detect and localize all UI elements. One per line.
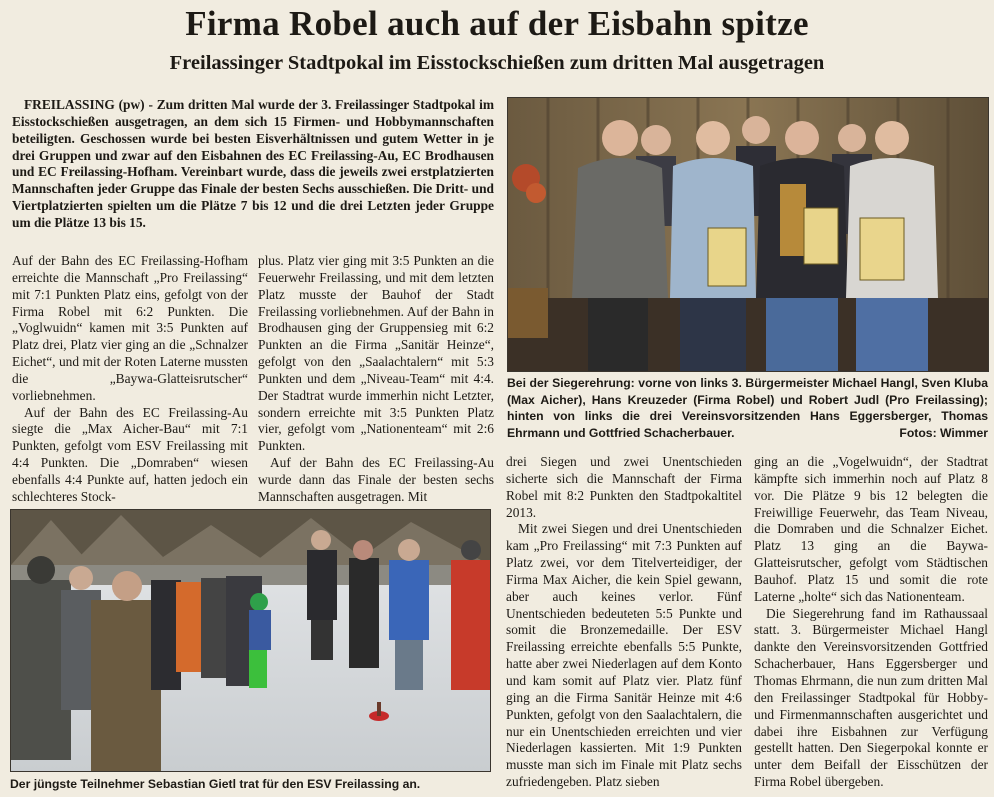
award-ceremony-caption — [507, 375, 988, 441]
paragraph: ging an die „Vogelwuidn“, der Stadtrat kämpfte sich immerhin noch auf Platz 8 vor. Die Plätze 9 bis 12 belegten die Freiwillige Feuerwehr, das Team Niveau, die Domraben und die Schnalzer Eichet. Platz 13 ging an die Baywa-Glatteisrutscher, gefolgt vom Städtischen Bauhof. Platz 15 und somit die rote Laterne „holte“ sich das Nationenteam. — [754, 454, 988, 604]
paragraph: drei Siegen und zwei Unentschieden sicherte sich die Mannschaft der Firma Robel mit 8:2 Punkten den Stadtpokaltitel 2013. — [506, 454, 742, 520]
paragraph: Auf der Bahn des EC Freilassing-Au siegte die „Max Aicher-Bau“ mit 7:1 Punkten, gefolgt vom ESV Freilassing mit 4:4 Punkten. Die „Domraben“ wiesen ebenfalls 4:4 Punkte auf, hatten jedoch ein schlechteres Stock- — [12, 404, 248, 504]
ice-stock-photo — [10, 509, 491, 772]
paragraph: Auf der Bahn des EC Freilassing-Hofham erreichte die Mannschaft „Pro Freilassing“ mit 7:1 Punkten Platz eins, gefolgt von der Firma Robel mit 6:2 Punkten. Die „Voglwuidn“ kamen mit 3:5 Punkten auf Platz drei, Platz vier ging an die „Schnalzer Eichet“, und mit der Roten Laterne mussten die „Baywa-Glatteisrutscher“ vorliebnehmen. — [12, 253, 248, 403]
headline: Firma Robel auch auf der Eisbahn spitze — [185, 4, 809, 43]
award-ceremony-image — [508, 98, 988, 371]
paragraph: Die Siegerehrung fand im Rathaussaal statt. 3. Bürgermeister Michael Hangl dankte den Vereinsvorsitzenden Gottfried Schacherbauer, Hans Eggersberger und Thomas Ehrmann, die nun zum dritten Mal den Freilassinger Stadtpokal für Hobby- und Firmenmannschaften ausgerichtet und dabei ihre Eisbahnen zur Verfügung gestellt hatten. Den Siegerpokal konnte er unter dem Beifall der Eisschützen der Firma Robel übergeben. — [754, 605, 988, 790]
subheadline: Freilassinger Stadtpokal im Eisstockschießen zum dritten Mal ausgetragen — [169, 52, 825, 74]
caption-text: Bei der Siegerehrung: vorne von links 3. Bürgermeister Michael Hangl, Sven Kluba (Max Aicher), Hans Kreuzeder (Firma Robel) und Robert Judl (Pro Freilassing); hinten von links die drei Vereinsvorsitzenden Hans Eggersberger, Thomas Ehrmann und Gottfried Schacherbauer. — [507, 376, 988, 440]
lead-text: - Zum dritten Mal wurde der 3. Freilassinger Stadtpokal im Eisstockschießen ausgetragen, an dem sich 15 Firmen- und Hobbymannschaften beteiligten. Geschossen wurde bei besten Eisverhältnissen und gutem Wetter in je drei Gruppen und zwar auf den Eisbahnen des EC Freilassing-Au, EC Brodhausen und EC Freilassing-Hofham. Vereinbart wurde, dass die jeweils zwei erstplatzierten Mannschaften jeder Gruppe das Finale der besten Sechs ausschießen. Die Dritt- und Viertplatzierten spielten um die Plätze 7 bis 12 und die drei Letzten jeder Gruppe um die Plätze 13 bis 15. — [12, 97, 495, 230]
paragraph: plus. Platz vier ging mit 3:5 Punkten an die Feuerwehr Freilassing, und mit dem letzten Platz musste der Bauhof der Stadt Freilassing vorliebnehmen. Auf der Bahn in Brodhausen ging der Gruppensieg mit 6:2 Punkten an die Firma „Sanitär Heinze“, gefolgt von den „Saalachtalern“ mit 5:3 Punkten und dem „Niveau-Team“ mit 4:4. Der Stadtrat wurde immerhin nicht Letzter, sondern erreichte mit 3:5 Punkten Platz vier, gefolgt vom „Nationenteam“ mit 2:6 Punkten. — [258, 253, 494, 454]
award-ceremony-photo — [507, 97, 989, 372]
column-4 — [754, 454, 988, 791]
paragraph: Auf der Bahn des EC Freilassing-Au wurde dann das Finale der besten sechs Mannschaften ausgetragen. Mit — [258, 455, 494, 504]
column-2 — [258, 253, 494, 506]
photo-credit: Fotos: Wimmer — [899, 425, 988, 440]
ice-stock-caption: Der jüngste Teilnehmer Sebastian Gietl trat für den ESV Freilassing an. — [10, 777, 421, 791]
ice-stock-image — [11, 510, 490, 771]
dateline: FREILASSING (pw) — [24, 97, 145, 112]
column-3 — [506, 454, 742, 791]
column-1 — [12, 253, 248, 506]
lead-paragraph — [12, 97, 494, 232]
paragraph: Mit zwei Siegen und drei Unentschieden kam „Pro Freilassing“ mit 7:3 Punkten auf Platz zwei, vor dem Titelverteidiger, der Firma Max Aicher, die kein Spiel gewann, aber auch keines verlor. Fünf Unentschieden bedeuteten 5:5 Punkte und somit die Bronzemedaille. Der ESV Freilassing erreichte ebenfalls 5:5 Punkte, hatte aber zwei Niederlagen auf dem Konto und kam somit auf Platz vier. Platz fünf ging an die Firma Sanitär Heinze mit 4:6 Punkten, gefolgt von den Saalachtalern, die nur ein Unentschieden erreichten und vier Niederlagen kassierten. Mit 1:9 Punkten musste man sich im Finale mit Platz sechs zufriedengeben. Platz sieben — [506, 521, 742, 790]
